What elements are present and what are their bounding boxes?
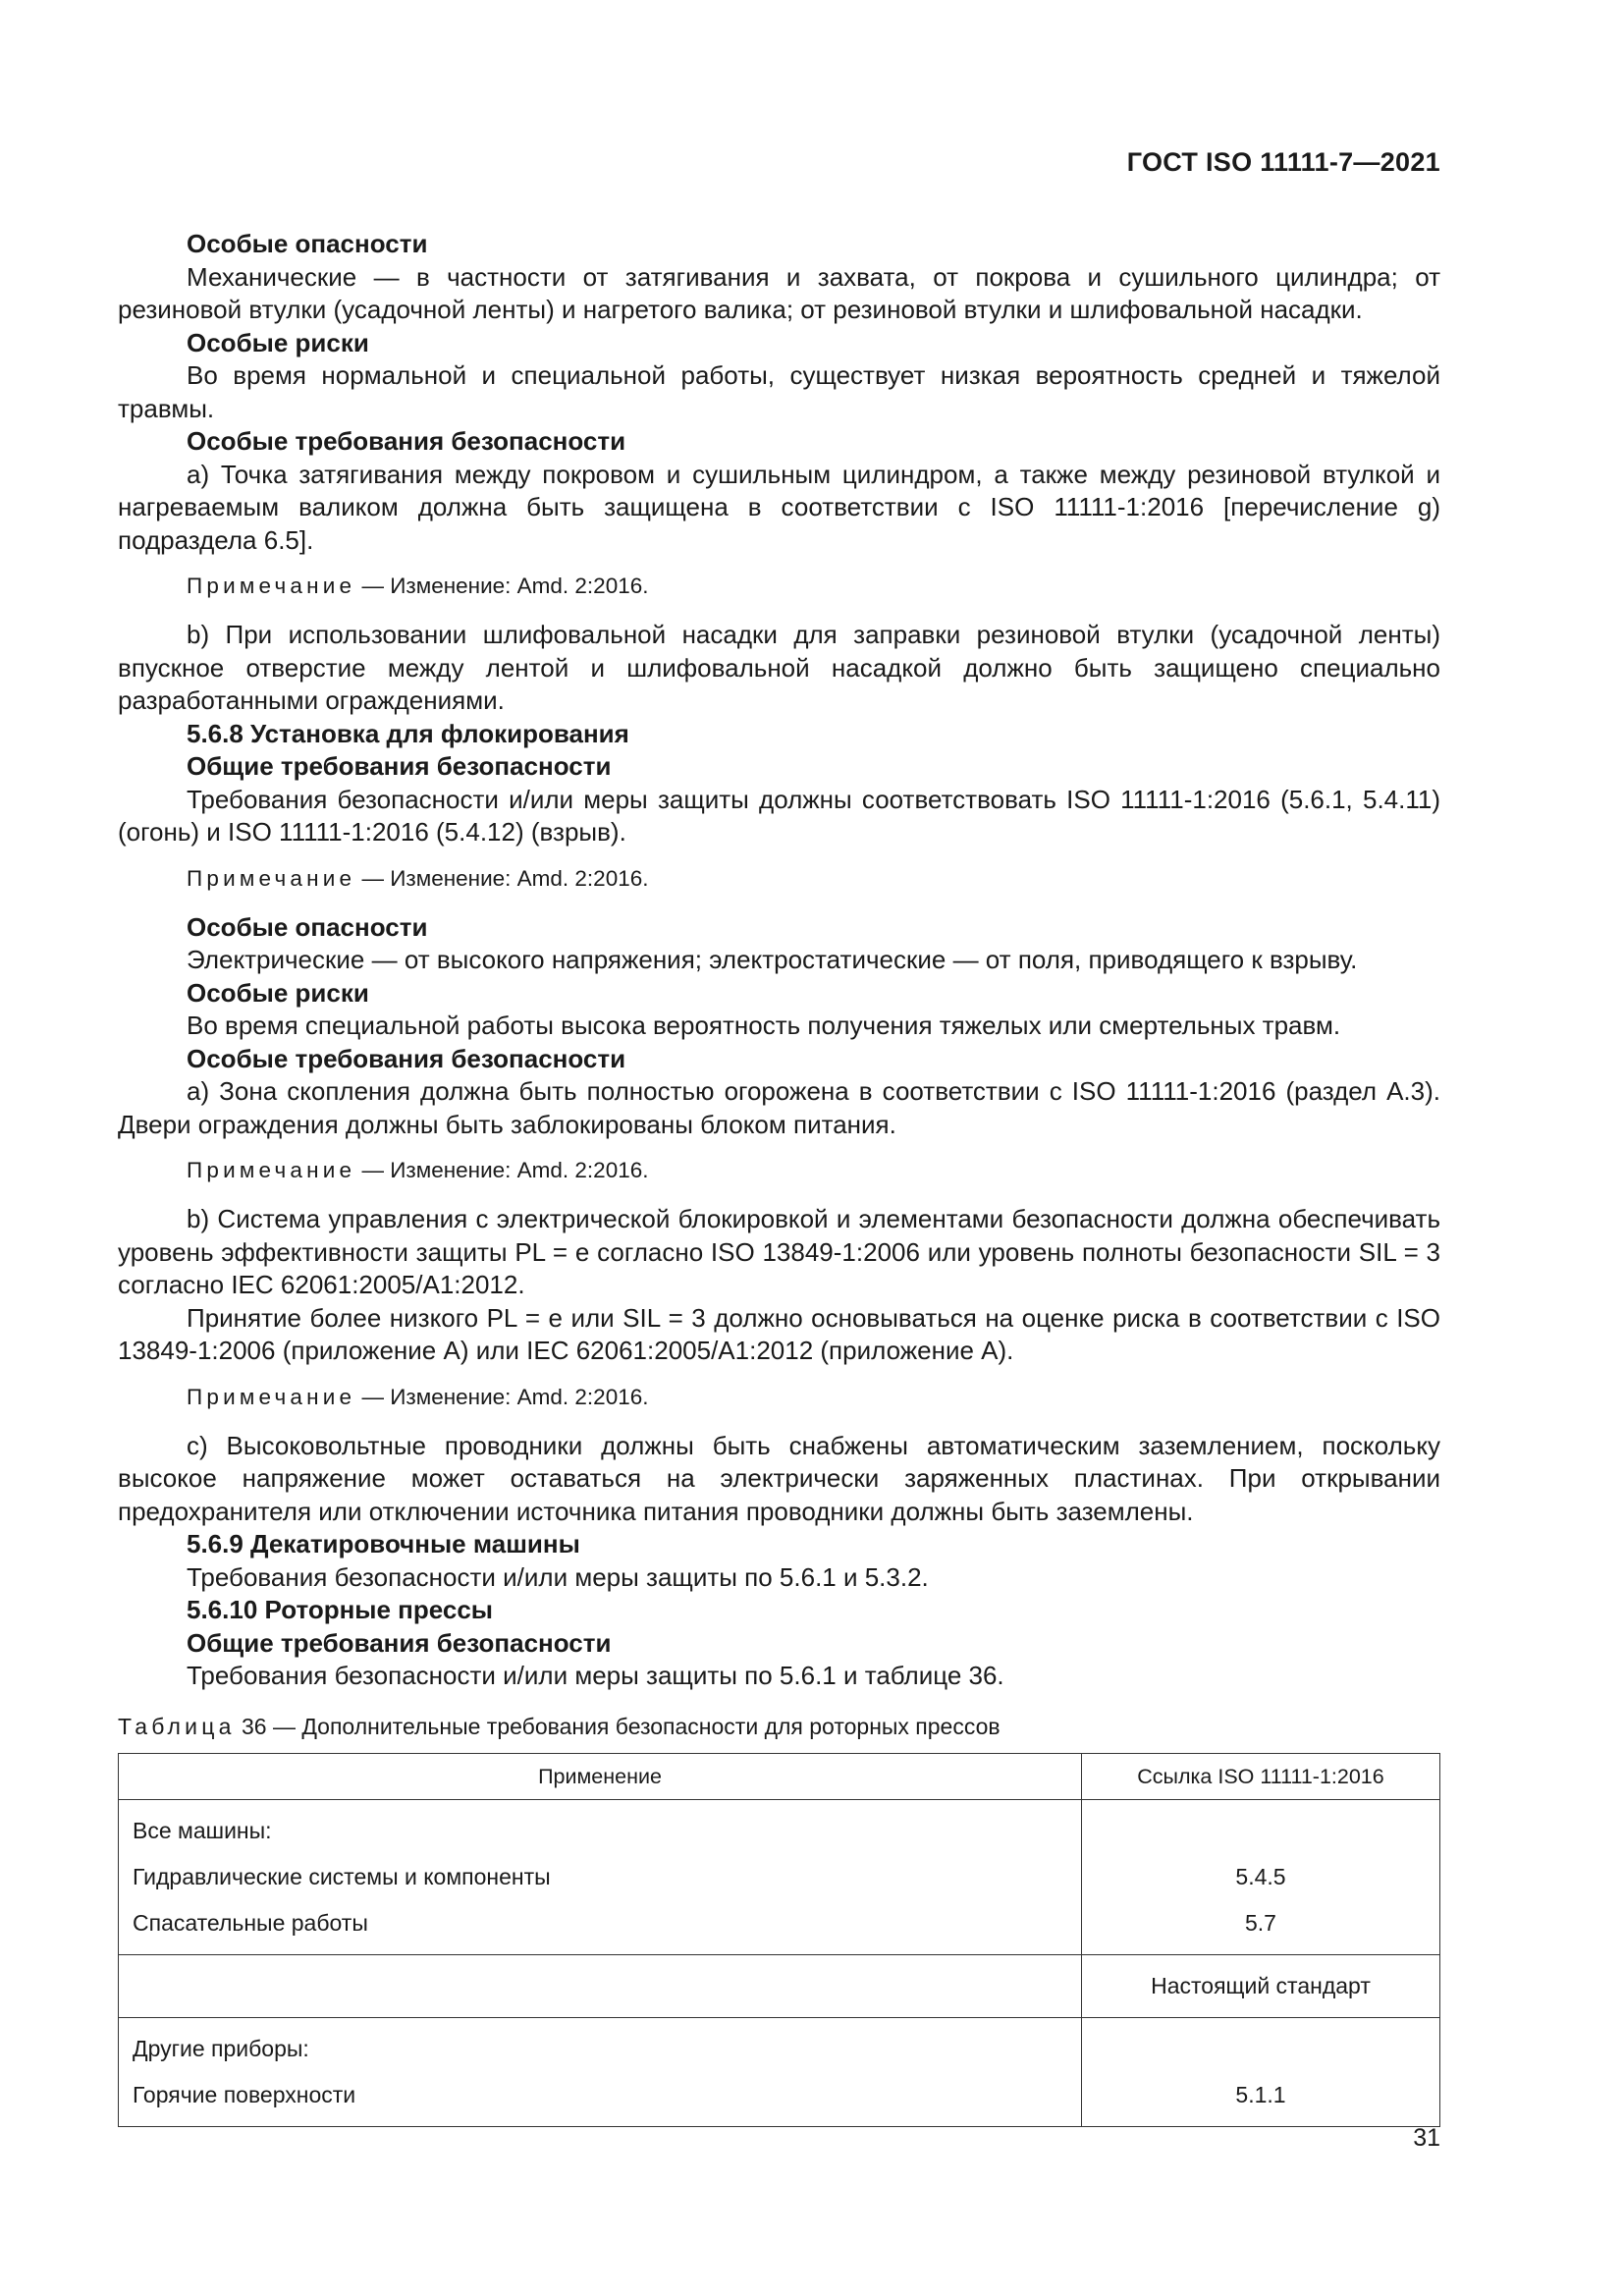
note-amendment: Примечание — Изменение: Amd. 2:2016. bbox=[187, 865, 649, 891]
document-id-header: ГОСТ ISO 11111-7—2021 bbox=[1126, 147, 1440, 177]
column-header-reference: Ссылка ISO 11111-1:2016 bbox=[1082, 1754, 1440, 1800]
cell-text: 5.4.5 bbox=[1235, 1864, 1286, 1889]
column-header-application: Применение bbox=[119, 1754, 1082, 1800]
heading-general-requirements: Общие требования безопасности bbox=[187, 1627, 612, 1658]
paragraph-risks-text: Во время нормальной и специальной работы, существует низкая вероятность средней и тяжелой травмы. bbox=[118, 360, 1440, 423]
document-page bbox=[118, 0, 1440, 2296]
page-number: 31 bbox=[1413, 2124, 1440, 2152]
table-cell bbox=[119, 1800, 1082, 1955]
paragraph-requirement-c: c) Высоковольтные проводники должны быть снабжены автоматическим заземлением, поскольку высокое напряжение может оставаться на электрически заряженных пластинах. При открывании предохранителя или отключении источника питания проводники должны быть заземлены. bbox=[118, 1430, 1440, 1526]
heading-special-requirements: Особые требования безопасности bbox=[187, 1043, 626, 1073]
heading-special-requirements: Особые требования безопасности bbox=[187, 426, 626, 456]
cell-text: Настоящий стандарт bbox=[1151, 1973, 1371, 1998]
cell-text: 5.1.1 bbox=[1235, 2082, 1286, 2107]
paragraph-requirement-b: b) При использовании шлифовальной насадки для заправки резиновой втулки (усадочной ленты) впускное отверстие между лентой и шлифовальной насадкой должно быть защищено специально разработанными ограждениями. bbox=[118, 620, 1440, 715]
cell-text bbox=[1092, 2026, 1430, 2072]
table-caption: Таблица 36 — Дополнительные требования безопасности для роторных прессов bbox=[118, 1713, 1001, 1739]
cell-text: Гидравлические системы и компоненты bbox=[133, 1864, 551, 1889]
table-cell bbox=[1082, 2018, 1440, 2127]
paragraph-requirement-a: a) Зона скопления должна быть полностью огорожена в соответствии с ISO 11111-1:2016 (раздел А.3). Двери ограждения должны быть заблокированы блоком питания. bbox=[118, 1076, 1440, 1139]
table-cell bbox=[119, 1955, 1082, 2018]
table-cell bbox=[1082, 1800, 1440, 1955]
paragraph-hazards-text: Электрические — от высокого напряжения; электростатические — от поля, приводящего к взрыву. bbox=[187, 945, 1358, 974]
paragraph-requirement-b: b) Система управления с электрической блокировкой и элементами безопасности должна обеспечивать уровень эффективности защиты PL = e согласно ISO 13849-1:2006 или уровень полноты безопасности SIL = 3 согласно IEC 62061:2005/A1:2012. bbox=[118, 1204, 1440, 1299]
table-row bbox=[119, 2018, 1440, 2127]
heading-special-risks: Особые риски bbox=[187, 327, 369, 357]
section-heading-5-6-9: 5.6.9 Декатировочные машины bbox=[187, 1529, 580, 1558]
note-amendment: Примечание — Изменение: Amd. 2:2016. bbox=[187, 1158, 649, 1182]
table-header-row bbox=[119, 1754, 1440, 1800]
document-body bbox=[118, 228, 1440, 2127]
cell-text: 5.7 bbox=[1245, 1910, 1276, 1936]
section-heading-5-6-8: 5.6.8 Установка для флокирования bbox=[187, 718, 629, 748]
paragraph-general-requirements: Требования безопасности и/или меры защиты должны соответствовать ISO 11111-1:2016 (5.6.1, 5.4.11) (огонь) и ISO 11111-1:2016 (5.4.12) (взрыв). bbox=[118, 784, 1440, 847]
table-row bbox=[119, 1955, 1440, 2018]
section-heading-5-6-10: 5.6.10 Роторные прессы bbox=[187, 1595, 494, 1624]
paragraph-general-requirements: Требования безопасности и/или меры защиты по 5.6.1 и таблице 36. bbox=[187, 1661, 1004, 1690]
paragraph-decatising-machines: Требования безопасности и/или меры защиты по 5.6.1 и 5.3.2. bbox=[187, 1561, 929, 1592]
heading-special-risks: Особые риски bbox=[187, 977, 369, 1008]
cell-text bbox=[1092, 1808, 1430, 1854]
cell-text: Все машины: bbox=[133, 1818, 272, 1843]
paragraph-risks-text: Во время специальной работы высока вероятность получения тяжелых или смертельных травм. bbox=[187, 1011, 1341, 1040]
cell-text: Горячие поверхности bbox=[133, 2082, 356, 2107]
cell-text: Спасательные работы bbox=[133, 1910, 368, 1936]
cell-text bbox=[133, 1963, 1065, 2009]
note-amendment: Примечание — Изменение: Amd. 2:2016. bbox=[187, 1384, 649, 1409]
note-amendment: Примечание — Изменение: Amd. 2:2016. bbox=[187, 574, 649, 598]
heading-special-hazards: Особые опасности bbox=[187, 911, 428, 942]
cell-text: Другие приборы: bbox=[133, 2036, 309, 2061]
table-36 bbox=[118, 1753, 1440, 2127]
table-cell bbox=[119, 2018, 1082, 2127]
paragraph-hazards-text: Механические — в частности от затягивания и захвата, от покрова и сушильного цилиндра; от резиновой втулки (усадочной ленты) и нагретого валика; от резиновой втулки и шлифовальной насадки. bbox=[118, 261, 1440, 324]
heading-special-hazards: Особые опасности bbox=[187, 229, 428, 258]
paragraph-requirement-a: a) Точка затягивания между покровом и сушильным цилиндром, а также между резиновой втулкой и нагреваемым валиком должна быть защищена в соответствии с ISO 11111-1:2016 [перечисление g) подраздела 6.5]. bbox=[118, 459, 1440, 555]
heading-general-requirements: Общие требования безопасности bbox=[187, 751, 612, 781]
table-cell bbox=[1082, 1955, 1440, 2018]
table-row bbox=[119, 1800, 1440, 1955]
paragraph-requirement-b-continued: Принятие более низкого PL = e или SIL = 3 должно основываться на оценке риска в соответствии с ISO 13849-1:2006 (приложение А) или IEC 62061:2005/A1:2012 (приложение А). bbox=[118, 1302, 1440, 1365]
